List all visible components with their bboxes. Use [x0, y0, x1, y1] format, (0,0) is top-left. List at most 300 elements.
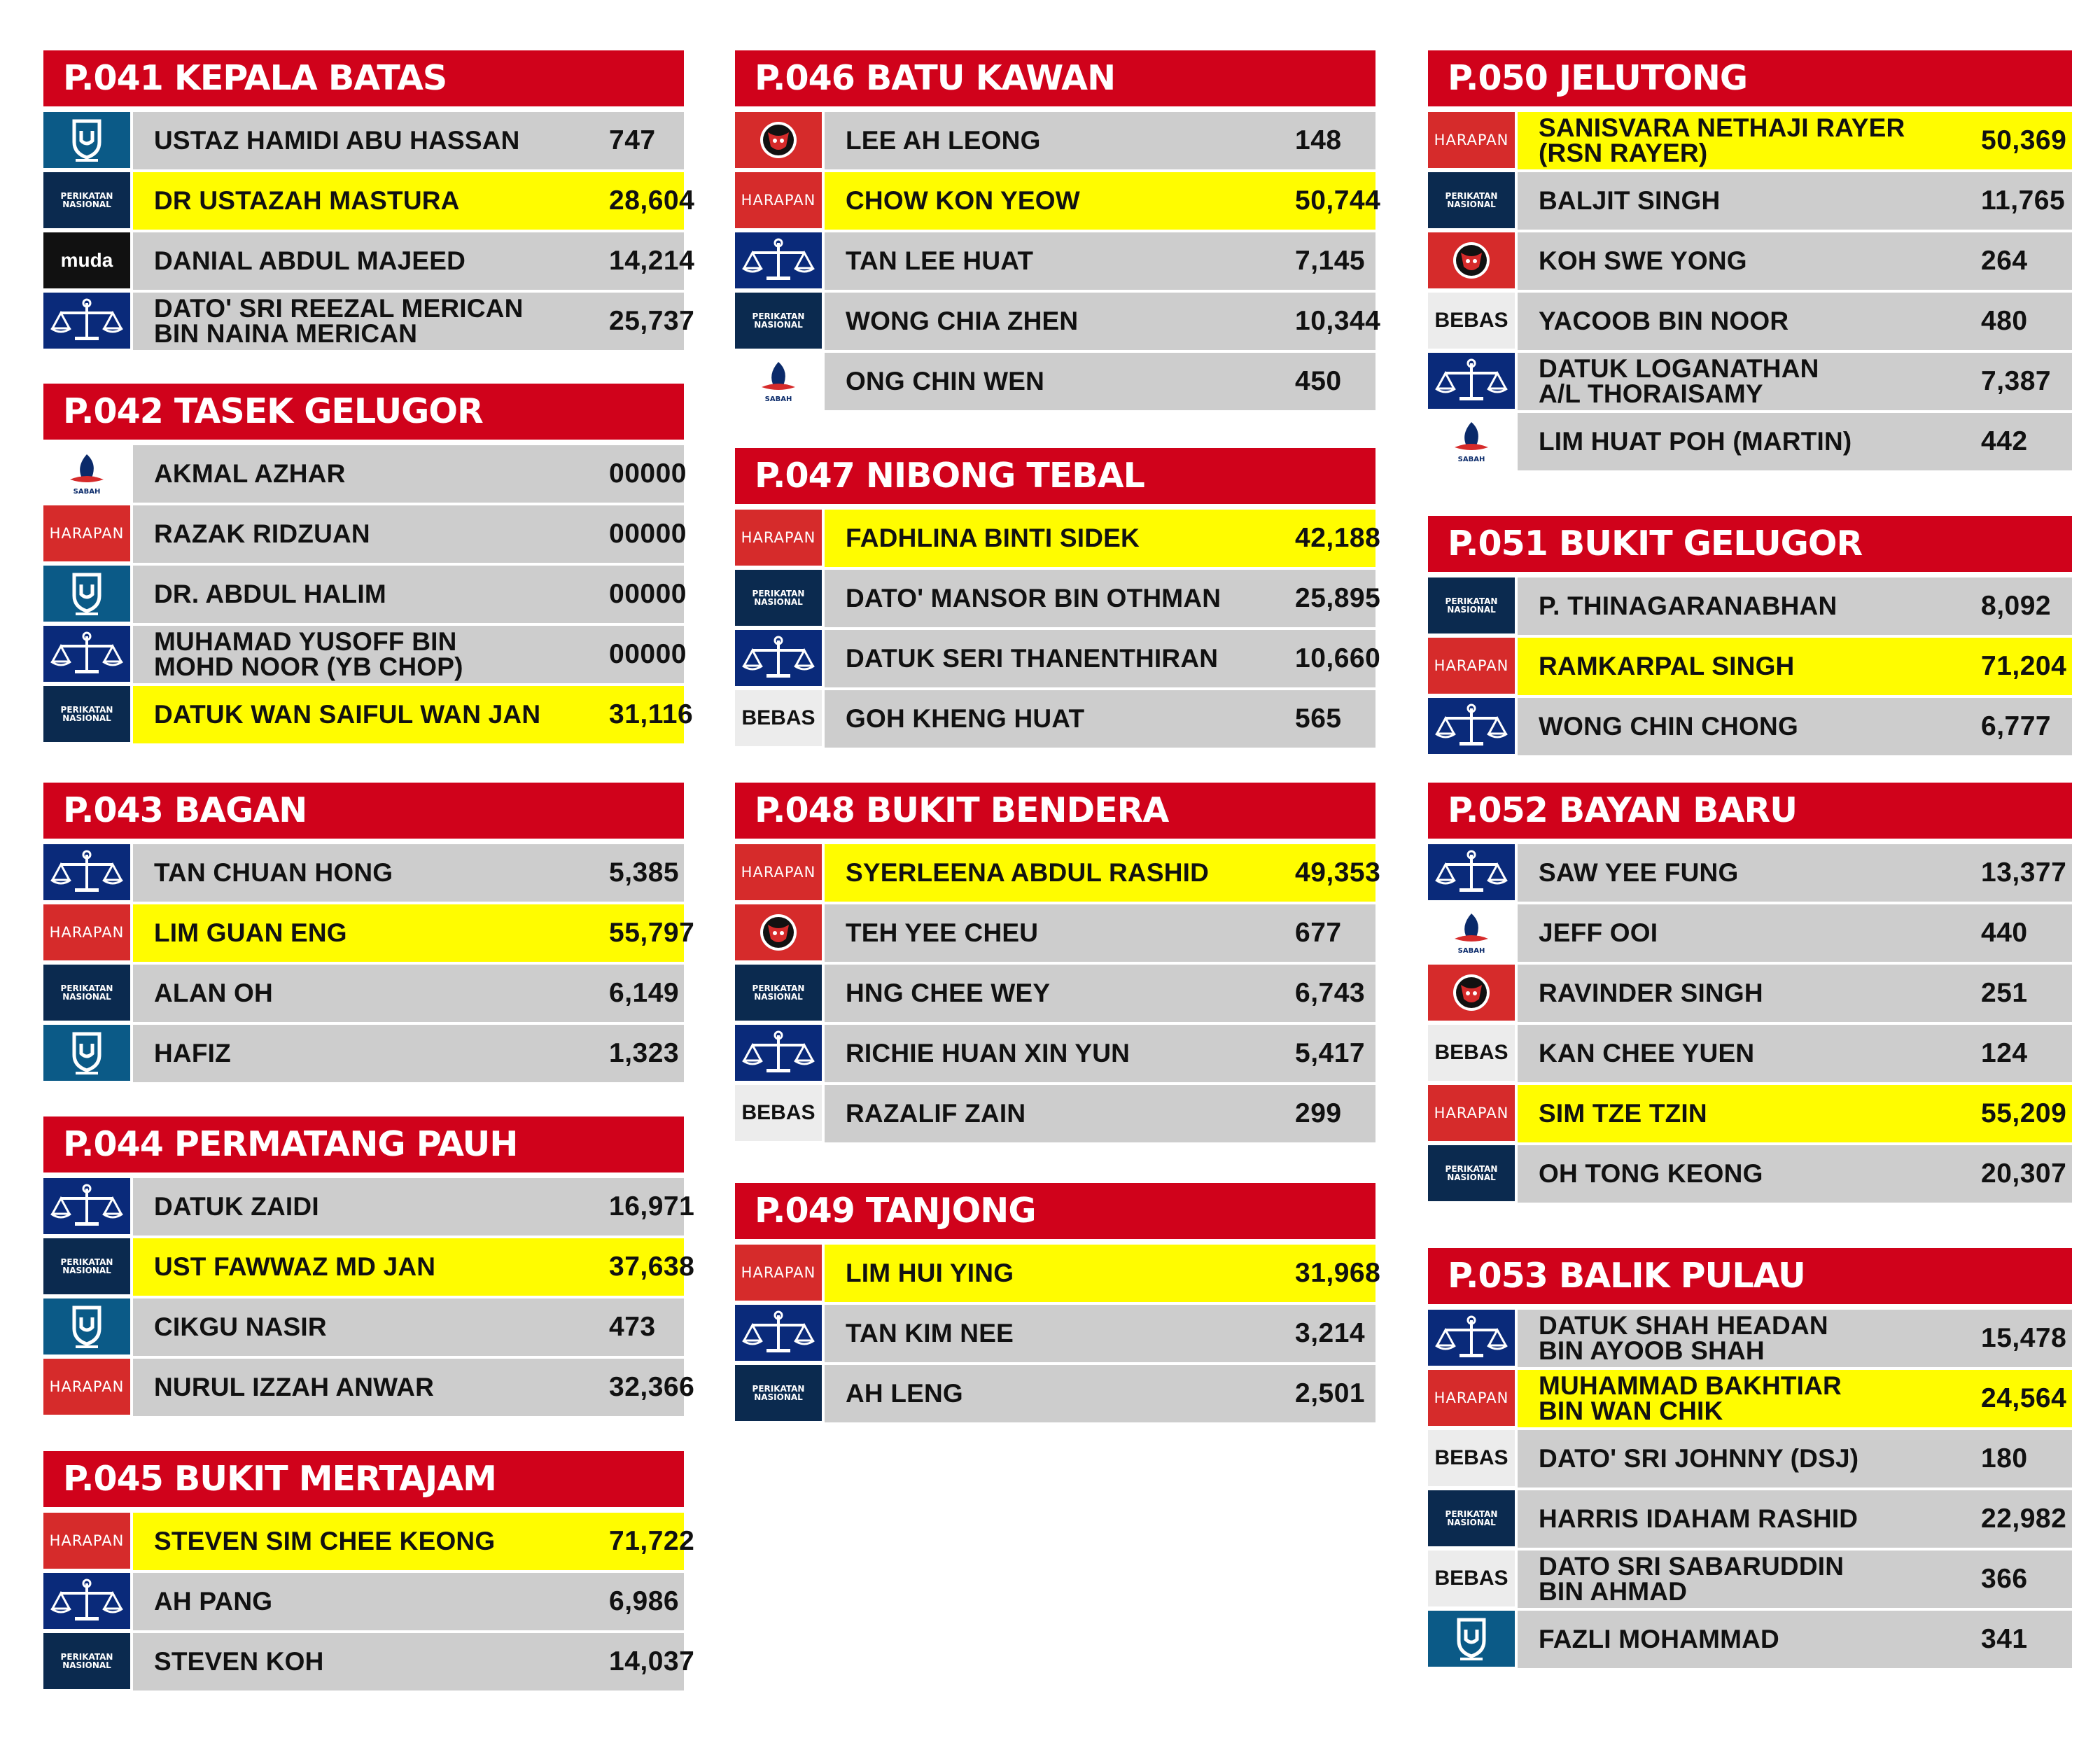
pn-logo-text: PERIKATAN NASIONAL — [60, 983, 113, 1002]
candidate-cell — [1518, 1430, 2072, 1488]
bebas-logo-text: BEBAS — [1434, 1041, 1508, 1064]
vote-count: 180 — [1981, 1443, 2028, 1474]
winner-cell — [1518, 638, 2072, 695]
vote-count: 677 — [1295, 918, 1342, 948]
vote-count: 450 — [1295, 366, 1342, 396]
pn-logo-icon — [735, 965, 822, 1021]
candidate-row — [735, 690, 1376, 748]
constituency-title: P.046 BATU KAWAN — [735, 50, 1376, 106]
ph-logo-text: HARAPAN — [1434, 1105, 1509, 1121]
vote-count: 8,092 — [1981, 591, 2052, 621]
candidate-cell — [133, 1298, 684, 1356]
vote-count: 747 — [609, 125, 656, 155]
bebas-logo-icon — [1428, 1025, 1515, 1081]
ph-logo-icon — [1428, 638, 1515, 694]
candidate-name: DATUK LOGANATHAN A/L THORAISAMY — [1539, 354, 1819, 408]
candidate-cell — [825, 1025, 1376, 1082]
constituency-block — [43, 783, 695, 1082]
constituency-title: P.051 BUKIT GELUGOR — [1428, 516, 2072, 572]
bn-logo-icon — [1428, 353, 1515, 409]
vote-count: 5,417 — [1295, 1038, 1366, 1068]
bebas-logo-text: BEBAS — [1434, 1446, 1508, 1469]
candidate-cell — [133, 1633, 695, 1690]
vote-count: 25,895 — [1295, 583, 1381, 613]
candidate-row — [43, 445, 687, 503]
bebas-logo-icon — [735, 1085, 822, 1141]
pn-logo-icon — [735, 1365, 822, 1421]
candidate-name: DATO' MANSOR BIN OTHMAN — [846, 584, 1222, 612]
vote-count: 341 — [1981, 1624, 2028, 1654]
pn-logo-icon — [735, 293, 822, 349]
candidate-row — [43, 626, 687, 683]
candidate-row — [735, 112, 1376, 169]
constituency-title: P.049 TANJONG — [735, 1183, 1376, 1239]
muda-logo-text: muda — [60, 249, 113, 271]
candidate-row — [43, 1573, 684, 1630]
vote-count: 37,638 — [609, 1252, 695, 1282]
candidate-name: WONG CHIN CHONG — [1539, 712, 1798, 741]
winner-cell — [1518, 1370, 2072, 1427]
vote-count: 24,564 — [1981, 1383, 2067, 1413]
vote-count: 13,377 — [1981, 858, 2067, 888]
candidate-name: P. THINAGARANABHAN — [1539, 592, 1837, 620]
constituency-block — [735, 50, 1381, 410]
vote-count: 16,971 — [609, 1191, 695, 1222]
candidate-name: UST FAWWAZ MD JAN — [154, 1252, 436, 1281]
bebas-logo-text: BEBAS — [1434, 1567, 1508, 1590]
pn-logo-icon — [43, 686, 130, 742]
bebas-logo-text: BEBAS — [741, 1101, 816, 1124]
bebas-logo-text: BEBAS — [741, 706, 816, 729]
winner-cell — [133, 686, 694, 743]
vote-count: 6,743 — [1295, 978, 1366, 1008]
constituency-title: P.043 BAGAN — [43, 783, 684, 839]
constituency-block — [735, 1183, 1381, 1422]
vote-count: 28,604 — [609, 186, 695, 216]
candidate-row — [1428, 413, 2072, 470]
candidate-row — [43, 1513, 695, 1570]
candidate-row — [43, 293, 695, 350]
winner-cell — [133, 904, 695, 962]
candidate-cell — [825, 293, 1381, 350]
candidate-name: RICHIE HUAN XIN YUN — [846, 1039, 1130, 1068]
candidate-row — [1428, 638, 2072, 695]
candidate-row — [735, 232, 1376, 290]
pejuang-logo-icon — [1428, 232, 1515, 288]
candidate-name: SIM TZE TZIN — [1539, 1099, 1707, 1128]
candidate-name: KOH SWE YONG — [1539, 246, 1747, 275]
constituency-block — [43, 50, 695, 350]
candidate-cell — [133, 965, 684, 1022]
candidate-row — [43, 686, 694, 743]
ph-logo-text: HARAPAN — [49, 525, 125, 542]
vote-count: 55,797 — [609, 918, 695, 948]
ph-logo-icon — [1428, 1370, 1515, 1426]
vote-count: 15,478 — [1981, 1323, 2067, 1353]
vote-count: 20,307 — [1981, 1158, 2067, 1189]
ph-logo-icon — [735, 510, 822, 566]
constituency-block — [1428, 50, 2072, 470]
winner-cell — [825, 1245, 1381, 1302]
pn-logo-text: PERIKATAN NASIONAL — [60, 1652, 113, 1670]
pejuang-logo-icon — [735, 112, 822, 168]
vote-count: 22,982 — [1981, 1504, 2067, 1534]
vote-count: 00000 — [609, 519, 687, 549]
candidate-cell — [1518, 1611, 2072, 1668]
vote-count: 25,737 — [609, 306, 695, 336]
pn-logo-icon — [735, 570, 822, 626]
pn-logo-text: PERIKATAN NASIONAL — [60, 191, 113, 209]
winner-cell — [133, 1513, 695, 1570]
candidate-row — [1428, 353, 2072, 410]
candidate-row — [43, 1238, 695, 1296]
winner-cell — [133, 1238, 695, 1296]
vote-count: 565 — [1295, 704, 1342, 734]
candidate-row — [735, 1365, 1376, 1422]
candidate-name: DATUK WAN SAIFUL WAN JAN — [154, 700, 541, 729]
candidate-row — [43, 1025, 684, 1082]
candidate-cell — [825, 232, 1376, 290]
vote-count: 2,501 — [1295, 1378, 1366, 1408]
vote-count: 440 — [1981, 918, 2028, 948]
candidate-cell — [1518, 232, 2072, 290]
vote-count: 11,765 — [1981, 186, 2066, 216]
bebas-logo-icon — [1428, 1550, 1515, 1606]
candidate-name: HNG CHEE WEY — [846, 979, 1051, 1007]
candidate-row — [1428, 1085, 2072, 1142]
vote-count: 32,366 — [609, 1372, 695, 1402]
bebas-logo-icon — [1428, 293, 1515, 349]
candidate-row — [43, 1178, 695, 1236]
candidate-name: DR USTAZAH MASTURA — [154, 186, 460, 215]
candidate-name: NURUL IZZAH ANWAR — [154, 1373, 435, 1401]
candidate-row — [1428, 293, 2072, 350]
candidate-row — [1428, 1145, 2072, 1203]
candidate-name: DATUK SERI THANENTHIRAN — [846, 644, 1219, 673]
candidate-name: TAN CHUAN HONG — [154, 858, 393, 887]
warisan-logo-icon — [1428, 904, 1515, 960]
pn-logo-text: PERIKATAN NASIONAL — [752, 589, 805, 607]
vote-count: 00000 — [609, 579, 687, 609]
vote-count: 6,777 — [1981, 711, 2052, 741]
candidate-row — [735, 293, 1381, 350]
candidate-name: ONG CHIN WEN — [846, 367, 1045, 396]
candidate-name: FADHLINA BINTI SIDEK — [846, 524, 1140, 552]
muda-logo-icon — [43, 232, 130, 288]
bn-logo-icon — [1428, 844, 1515, 900]
ph-logo-icon — [1428, 1085, 1515, 1141]
pejuang-logo-icon — [1428, 965, 1515, 1021]
pn-logo-text: PERIKATAN NASIONAL — [1445, 191, 1498, 209]
candidate-row — [1428, 232, 2072, 290]
candidate-cell — [1518, 413, 2072, 470]
candidate-name: LIM HUAT POH (MARTIN) — [1539, 427, 1852, 456]
candidate-name: FAZLI MOHAMMAD — [1539, 1625, 1779, 1653]
candidate-name: AKMAL AZHAR — [154, 459, 346, 488]
vote-count: 50,369 — [1981, 125, 2067, 155]
candidate-cell — [133, 232, 695, 290]
candidate-name: LIM HUI YING — [846, 1259, 1014, 1287]
candidate-row — [43, 566, 687, 623]
vote-count: 480 — [1981, 306, 2028, 336]
candidate-name: TAN KIM NEE — [846, 1319, 1014, 1348]
candidate-cell — [825, 630, 1381, 687]
pn-logo-text: PERIKATAN NASIONAL — [752, 1384, 805, 1402]
candidate-cell — [825, 1085, 1376, 1142]
warisan-logo-icon — [43, 445, 130, 501]
vote-count: 71,722 — [609, 1526, 695, 1556]
candidate-cell — [133, 844, 684, 902]
candidate-row — [1428, 1490, 2072, 1548]
vote-count: 42,188 — [1295, 523, 1381, 553]
pn-logo-text: PERIKATAN NASIONAL — [1445, 1509, 1498, 1527]
vote-count: 299 — [1295, 1098, 1342, 1128]
candidate-row — [43, 904, 695, 962]
candidate-row — [1428, 965, 2072, 1022]
winner-cell — [1518, 112, 2072, 169]
ph-logo-text: HARAPAN — [1434, 132, 1509, 148]
candidate-name: CHOW KON YEOW — [846, 186, 1080, 215]
pn-logo-icon — [43, 172, 130, 228]
candidate-cell — [133, 626, 687, 683]
bn-logo-icon — [43, 626, 130, 682]
candidate-name: STEVEN KOH — [154, 1647, 324, 1676]
ph-logo-icon — [43, 1359, 130, 1415]
candidate-row — [43, 112, 684, 169]
vote-count: 366 — [1981, 1564, 2028, 1594]
candidate-name: GOH KHENG HUAT — [846, 704, 1085, 733]
candidate-name: USTAZ HAMIDI ABU HASSAN — [154, 126, 520, 155]
winner-cell — [825, 172, 1381, 230]
candidate-row — [43, 505, 687, 563]
constituency-block — [43, 384, 694, 743]
warisan-logo-text: SABAH — [764, 395, 792, 403]
bn-logo-icon — [735, 1025, 822, 1081]
candidate-cell — [1518, 698, 2072, 755]
ph-logo-text: HARAPAN — [49, 1532, 125, 1549]
candidate-name: RAMKARPAL SINGH — [1539, 652, 1795, 680]
vote-count: 31,968 — [1295, 1258, 1381, 1288]
vote-count: 10,344 — [1295, 306, 1381, 336]
pn-logo-icon — [1428, 578, 1515, 634]
candidate-row — [1428, 1370, 2072, 1427]
bn-logo-icon — [43, 1573, 130, 1629]
bebas-logo-icon — [735, 690, 822, 746]
constituency-block — [1428, 1248, 2072, 1668]
candidate-cell — [1518, 293, 2072, 350]
bebas-logo-text: BEBAS — [1434, 309, 1508, 332]
candidate-row — [43, 844, 684, 902]
candidate-cell — [1518, 1025, 2072, 1082]
bebas-logo-icon — [1428, 1430, 1515, 1486]
constituency-block — [1428, 516, 2072, 755]
vote-count: 50,744 — [1295, 186, 1381, 216]
warisan-logo-icon — [1428, 413, 1515, 469]
vote-count: 1,323 — [609, 1038, 680, 1068]
candidate-cell — [825, 1365, 1376, 1422]
constituency-title: P.045 BUKIT MERTAJAM — [43, 1451, 684, 1507]
vote-count: 10,660 — [1295, 643, 1381, 673]
candidate-name: DATO' SRI JOHNNY (DSJ) — [1539, 1444, 1859, 1473]
candidate-cell — [825, 690, 1376, 748]
candidate-name: TAN LEE HUAT — [846, 246, 1034, 275]
ph-logo-text: HARAPAN — [1434, 657, 1509, 674]
candidate-row — [1428, 1310, 2072, 1367]
candidate-cell — [1518, 353, 2072, 410]
candidate-cell — [1518, 578, 2072, 635]
candidate-cell — [825, 353, 1376, 410]
warisan-logo-text: SABAH — [1457, 946, 1485, 955]
pn-logo-text: PERIKATAN NASIONAL — [752, 312, 805, 330]
bn-logo-icon — [43, 293, 130, 349]
candidate-cell — [825, 904, 1376, 962]
winner-cell — [1518, 1085, 2072, 1142]
bn-logo-icon — [43, 1178, 130, 1234]
candidate-row — [1428, 904, 2072, 962]
vote-count: 31,116 — [609, 699, 694, 729]
candidate-cell — [1518, 965, 2072, 1022]
candidate-cell — [133, 445, 687, 503]
candidate-cell — [1518, 1490, 2072, 1548]
candidate-name: LIM GUAN ENG — [154, 918, 347, 947]
pn-logo-text: PERIKATAN NASIONAL — [60, 1257, 113, 1275]
candidate-row — [1428, 1025, 2072, 1082]
bn-logo-icon — [735, 232, 822, 288]
pn-logo-icon — [1428, 172, 1515, 228]
candidate-name: SAW YEE FUNG — [1539, 858, 1739, 887]
warisan-logo-text: SABAH — [73, 487, 101, 496]
ph-logo-icon — [43, 904, 130, 960]
candidate-name: BALJIT SINGH — [1539, 186, 1721, 215]
candidate-name: STEVEN SIM CHEE KEONG — [154, 1527, 496, 1555]
ph-logo-text: HARAPAN — [741, 192, 816, 209]
candidate-name: HAFIZ — [154, 1039, 231, 1068]
candidate-cell — [825, 570, 1381, 627]
candidate-row — [735, 844, 1381, 902]
vote-count: 49,353 — [1295, 858, 1381, 888]
candidate-cell — [1518, 844, 2072, 902]
ph-logo-text: HARAPAN — [741, 1264, 816, 1281]
vote-count: 7,145 — [1295, 246, 1366, 276]
warisan-logo-icon — [735, 353, 822, 409]
candidate-name: KAN CHEE YUEN — [1539, 1039, 1755, 1068]
ph-logo-icon — [735, 172, 822, 228]
candidate-row — [735, 353, 1376, 410]
candidate-name: DATUK ZAIDI — [154, 1192, 319, 1221]
candidate-row — [43, 1633, 695, 1690]
candidate-row — [735, 630, 1381, 687]
candidate-row — [1428, 844, 2072, 902]
pejuang-alt-icon — [43, 1025, 130, 1081]
candidate-row — [1428, 1611, 2072, 1668]
winner-cell — [825, 510, 1381, 567]
vote-count: 124 — [1981, 1038, 2028, 1068]
vote-count: 14,037 — [609, 1646, 695, 1676]
vote-count: 148 — [1295, 125, 1342, 155]
candidate-cell — [1518, 1145, 2072, 1203]
candidate-name: HARRIS IDAHAM RASHID — [1539, 1504, 1858, 1533]
ph-logo-text: HARAPAN — [741, 529, 816, 546]
candidate-name: MUHAMAD YUSOFF BIN MOHD NOOR (YB CHOP) — [154, 627, 463, 681]
pn-logo-icon — [1428, 1145, 1515, 1201]
candidate-row — [43, 1298, 684, 1356]
candidate-cell — [133, 1359, 695, 1416]
candidate-name: AH LENG — [846, 1379, 963, 1408]
ph-logo-icon — [1428, 112, 1515, 168]
candidate-row — [1428, 1550, 2072, 1608]
pejuang-logo-icon — [735, 904, 822, 960]
constituency-block — [43, 1116, 695, 1416]
candidate-row — [1428, 578, 2072, 635]
candidate-name: DR. ABDUL HALIM — [154, 580, 386, 608]
candidate-name: AH PANG — [154, 1587, 273, 1616]
candidate-name: ALAN OH — [154, 979, 273, 1007]
ph-logo-icon — [43, 505, 130, 561]
candidate-row — [735, 1305, 1376, 1362]
candidate-name: MUHAMMAD BAKHTIAR BIN WAN CHIK — [1539, 1371, 1842, 1425]
candidate-row — [735, 570, 1381, 627]
candidate-name: SANISVARA NETHAJI RAYER (RSN RAYER) — [1539, 113, 1905, 167]
candidate-cell — [133, 112, 684, 169]
vote-count: 55,209 — [1981, 1098, 2067, 1128]
vote-count: 7,387 — [1981, 366, 2052, 396]
candidate-cell — [133, 1025, 684, 1082]
vote-count: 442 — [1981, 426, 2028, 456]
warisan-logo-text: SABAH — [1457, 455, 1485, 463]
constituency-title: P.048 BUKIT BENDERA — [735, 783, 1376, 839]
constituency-title: P.047 NIBONG TEBAL — [735, 448, 1376, 504]
constituency-block — [43, 1451, 695, 1690]
candidate-row — [1428, 112, 2072, 169]
candidate-cell — [133, 1178, 695, 1236]
vote-count: 00000 — [609, 639, 687, 669]
constituency-title: P.050 JELUTONG — [1428, 50, 2072, 106]
candidate-cell — [825, 1305, 1376, 1362]
constituency-block — [735, 448, 1381, 748]
candidate-name: YACOOB BIN NOOR — [1539, 307, 1789, 335]
pn-logo-text: PERIKATAN NASIONAL — [60, 705, 113, 723]
candidate-name: DATO' SRI REEZAL MERICAN BIN NAINA MERICAN — [154, 294, 524, 348]
pejuang-alt-icon — [43, 112, 130, 168]
candidate-row — [735, 904, 1376, 962]
bn-logo-icon — [735, 630, 822, 686]
vote-count: 6,986 — [609, 1586, 680, 1616]
candidate-name: CIKGU NASIR — [154, 1312, 327, 1341]
candidate-name: RAZAK RIDZUAN — [154, 519, 370, 548]
candidate-row — [43, 232, 695, 290]
winner-cell — [133, 172, 695, 230]
candidate-cell — [1518, 904, 2072, 962]
candidate-row — [1428, 698, 2072, 755]
ph-logo-text: HARAPAN — [741, 864, 816, 881]
pn-logo-text: PERIKATAN NASIONAL — [1445, 596, 1498, 615]
bn-logo-icon — [43, 844, 130, 900]
candidate-cell — [1518, 1550, 2072, 1608]
constituency-title: P.044 PERMATANG PAUH — [43, 1116, 684, 1172]
pn-logo-icon — [43, 1633, 130, 1689]
candidate-name: WONG CHIA ZHEN — [846, 307, 1079, 335]
candidate-row — [43, 172, 695, 230]
candidate-cell — [1518, 1310, 2072, 1367]
candidate-row — [735, 1085, 1376, 1142]
candidate-name: RAZALIF ZAIN — [846, 1099, 1026, 1128]
bn-logo-icon — [735, 1305, 822, 1361]
candidate-cell — [133, 293, 695, 350]
candidate-row — [735, 510, 1381, 567]
constituency-title: P.053 BALIK PULAU — [1428, 1248, 2072, 1304]
candidate-name: RAVINDER SINGH — [1539, 979, 1763, 1007]
constituency-block — [1428, 783, 2072, 1203]
